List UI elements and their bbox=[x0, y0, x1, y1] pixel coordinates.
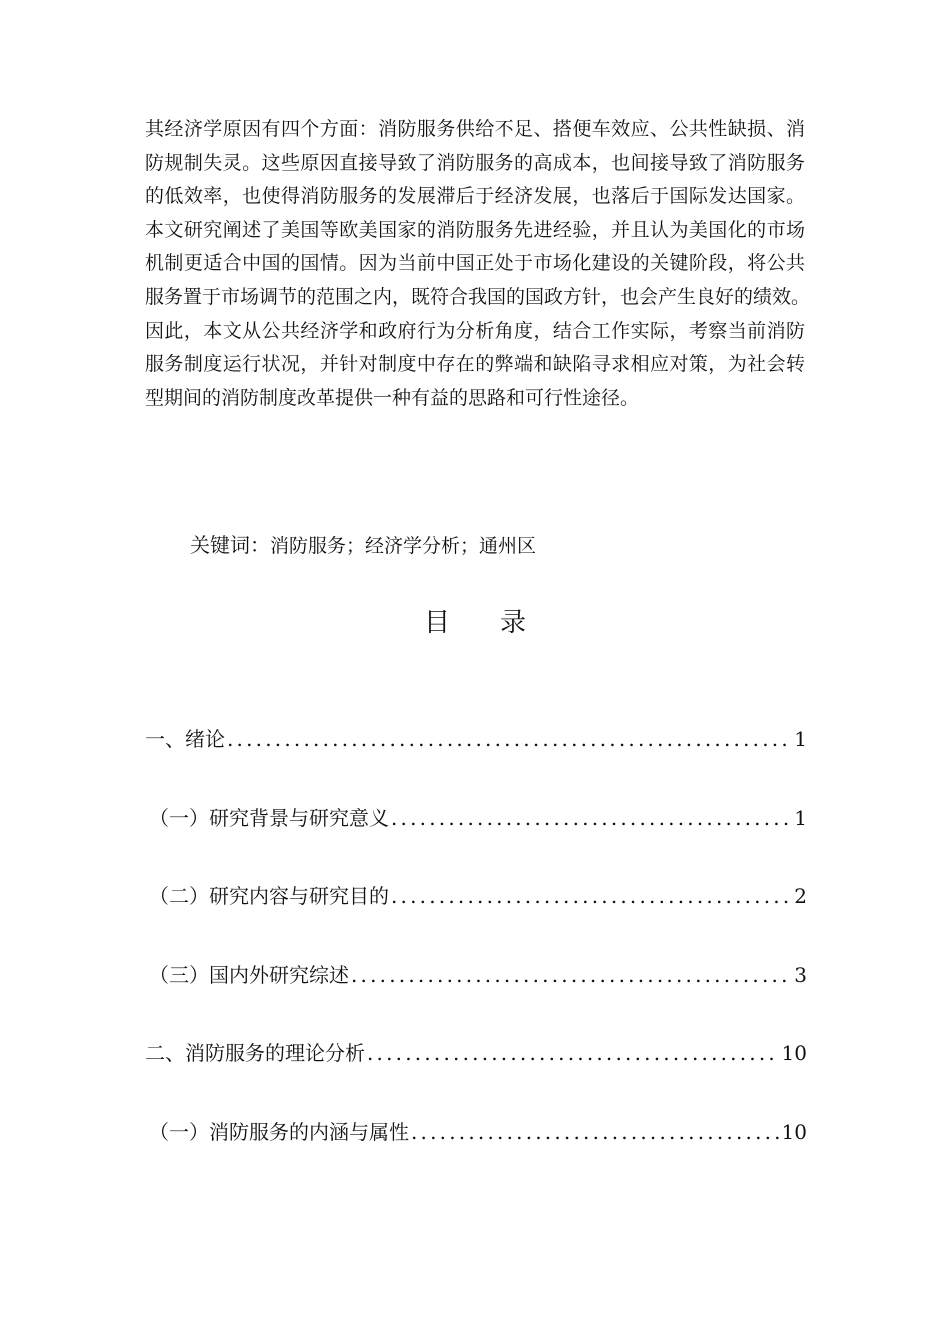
abstract-paragraph bbox=[145, 113, 811, 415]
toc-dot-leader bbox=[391, 879, 792, 913]
keywords bbox=[190, 530, 536, 561]
toc-entry-label: （三）国内外研究综述 bbox=[149, 962, 349, 987]
toc-entry[interactable] bbox=[145, 958, 807, 1037]
toc-entry-page: 1 bbox=[794, 727, 807, 751]
toc-entry-page: 2 bbox=[794, 884, 807, 908]
toc-entry-page: 10 bbox=[781, 1119, 807, 1144]
toc-entry[interactable] bbox=[145, 801, 807, 880]
abstract-line: 防规制失灵。这些原因直接导致了消防服务的高成本，也间接导致了消防服务 bbox=[145, 151, 805, 174]
keywords-value: 消防服务；经济学分析；通州区 bbox=[270, 535, 537, 557]
toc-entry-label: （一）研究背景与研究意义 bbox=[149, 805, 389, 830]
toc-dot-leader bbox=[367, 1036, 780, 1070]
abstract-line: 的低效率，也使得消防服务的发展滞后于经济发展，也落后于国际发达国家。 bbox=[145, 185, 805, 208]
toc-entry-page: 10 bbox=[781, 1041, 807, 1065]
table-of-contents bbox=[145, 722, 807, 1193]
abstract-line: 型期间的消防制度改革提供一种有益的思路和可行性途径。 bbox=[145, 386, 640, 409]
abstract-line: 服务制度运行状况，并针对制度中存在的弊端和缺陷寻求相应对策，为社会转 bbox=[145, 353, 805, 376]
toc-entry-page: 1 bbox=[794, 805, 807, 830]
toc-entry[interactable] bbox=[145, 722, 807, 801]
abstract-line: 因此，本文从公共经济学和政府行为分析角度，结合工作实际，考察当前消防 bbox=[145, 319, 805, 342]
toc-dot-leader bbox=[391, 801, 792, 835]
toc-entry[interactable] bbox=[145, 1115, 807, 1194]
toc-entry[interactable] bbox=[145, 879, 807, 958]
abstract-line: 本文研究阐述了美国等欧美国家的消防服务先进经验，并且认为美国化的市场 bbox=[145, 218, 805, 241]
toc-dot-leader bbox=[227, 722, 792, 756]
toc-dot-leader bbox=[351, 958, 792, 992]
toc-dot-leader bbox=[411, 1115, 780, 1149]
toc-entry-label: 二、消防服务的理论分析 bbox=[145, 1041, 365, 1065]
toc-entry-label: （一）消防服务的内涵与属性 bbox=[149, 1119, 409, 1144]
abstract-line: 机制更适合中国的国情。因为当前中国正处于市场化建设的关键阶段，将公共 bbox=[145, 252, 805, 275]
toc-entry-label: 一、绪论 bbox=[145, 727, 225, 751]
toc-title: 目录 bbox=[423, 608, 576, 638]
keywords-label: 关键词： bbox=[190, 533, 270, 557]
abstract-line: 服务置于市场调节的范围之内，既符合我国的国政方针，也会产生良好的绩效。 bbox=[145, 285, 811, 308]
toc-entry-page: 3 bbox=[794, 962, 807, 987]
toc-entry[interactable] bbox=[145, 1036, 807, 1115]
abstract-line: 其经济学原因有四个方面：消防服务供给不足、搭便车效应、公共性缺损、消 bbox=[145, 118, 805, 140]
toc-entry-label: （二）研究内容与研究目的 bbox=[149, 884, 389, 908]
